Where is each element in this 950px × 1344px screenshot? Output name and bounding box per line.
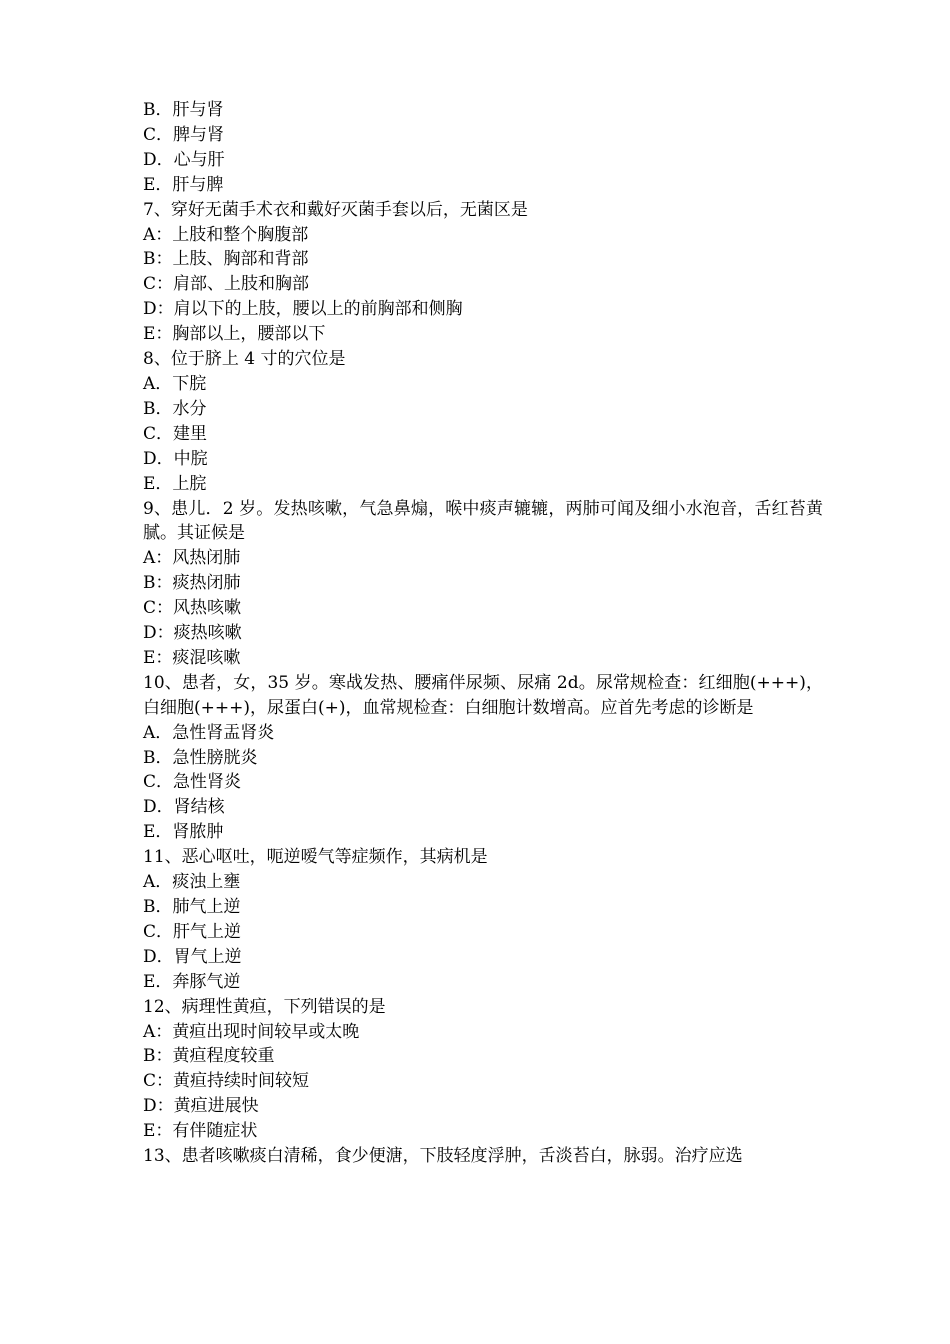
option-line: D．中脘 (143, 448, 208, 469)
option-line: B：上肢、胸部和背部 (143, 249, 309, 270)
document-body (143, 98, 823, 1169)
option-line: A．急性肾盂肾炎 (143, 722, 275, 743)
option-line: C．建里 (143, 423, 208, 444)
question-11: 11、恶心呕吐，呃逆嗳气等症频作，其病机是 (143, 847, 488, 868)
option-line: C．急性肾炎 (143, 772, 242, 793)
option-line: B：黄疸程度较重 (143, 1046, 275, 1067)
question-13: 13、患者咳嗽痰白清稀，食少便溏，下肢轻度浮肿，舌淡苔白，脉弱。治疗应选 (143, 1146, 743, 1167)
option-line: C．脾与肾 (143, 124, 225, 145)
option-line: B．急性膀胱炎 (143, 747, 258, 768)
option-line: C．肝气上逆 (143, 921, 242, 942)
option-line: D：痰热咳嗽 (143, 623, 242, 644)
option-line: A．痰浊上壅 (143, 872, 241, 893)
option-line: B．水分 (143, 398, 207, 419)
option-line: A：黄疸出现时间较早或太晚 (143, 1021, 360, 1042)
option-line: D．肾结核 (143, 797, 225, 818)
option-line: E．肝与脾 (143, 174, 224, 195)
option-line: B．肝与肾 (143, 100, 224, 120)
option-line: E：胸部以上，腰部以下 (143, 324, 326, 345)
option-line: C：肩部、上肢和胸部 (143, 274, 310, 295)
option-line: E：痰混咳嗽 (143, 647, 241, 668)
option-line: E．奔豚气逆 (143, 971, 241, 992)
option-line: D．胃气上逆 (143, 946, 242, 967)
question-10: 10、患者，女，35 岁。寒战发热、腰痛伴尿频、尿痛 2d。尿常规检查：红细胞(+++)，白细胞(+++)，尿蛋白(+)，血常规检查：白细胞计数增高。应首先考虑的诊断是 (143, 672, 823, 718)
option-line: D．心与肝 (143, 149, 225, 170)
option-line: A：风热闭肺 (143, 548, 241, 569)
option-line: D：黄疸进展快 (143, 1096, 259, 1117)
option-line: C：风热咳嗽 (143, 598, 242, 619)
option-line: A．下脘 (143, 373, 207, 394)
question-8: 8、位于脐上 4 寸的穴位是 (143, 349, 346, 370)
question-7: 7、穿好无菌手术衣和戴好灭菌手套以后，无菌区是 (143, 199, 528, 220)
option-line: E．肾脓肿 (143, 822, 224, 843)
option-line: E．上脘 (143, 473, 207, 494)
option-line: B：痰热闭肺 (143, 573, 241, 594)
option-line: E：有伴随症状 (143, 1121, 258, 1142)
option-line: C：黄疸持续时间较短 (143, 1071, 310, 1092)
option-line: B．肺气上逆 (143, 897, 241, 917)
option-line: A：上肢和整个胸腹部 (143, 224, 309, 245)
option-line: D：肩以下的上肢，腰以上的前胸部和侧胸 (143, 299, 463, 320)
question-12: 12、病理性黄疸，下列错误的是 (143, 996, 386, 1017)
question-9: 9、患儿．2 岁。发热咳嗽，气急鼻煽，喉中痰声辘辘，两肺可闻及细小水泡音，舌红苔黄腻。其证候是 (143, 498, 823, 544)
